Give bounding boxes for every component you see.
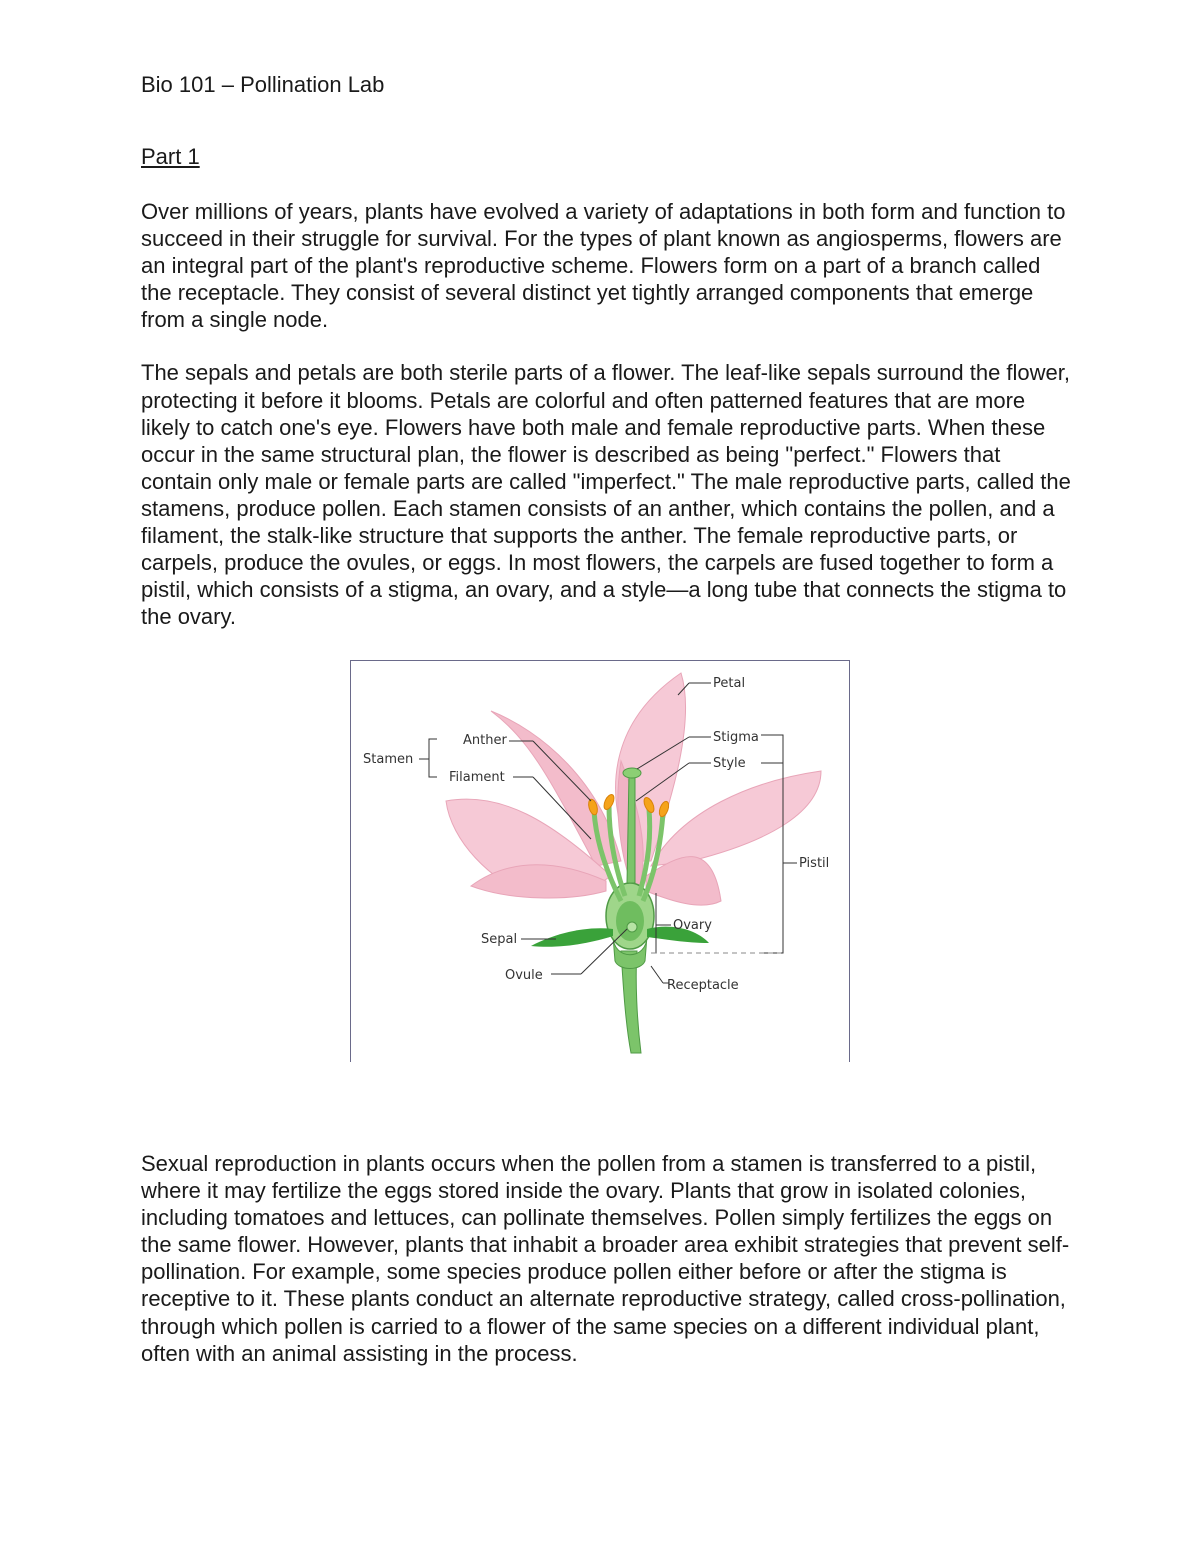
label-stigma: Stigma	[713, 730, 759, 745]
label-sepal: Sepal	[481, 932, 518, 947]
ovule-shape	[627, 922, 637, 932]
stigma-shape	[623, 768, 641, 778]
label-pistil: Pistil	[799, 856, 830, 871]
paragraph-intro: Over millions of years, plants have evolved a variety of adaptations in both form and function to succeed in their struggle for survival. For the types of plant known as angiosperms, flowers are an integral part of the plant's reproductive scheme. Flowers form on a part of a branch called the receptacle. They consist of several distinct yet tightly arranged components that emerge from a single node.	[141, 199, 1066, 333]
label-petal: Petal	[713, 676, 746, 691]
label-stamen: Stamen	[363, 752, 414, 767]
label-filament: Filament	[449, 770, 505, 785]
flower-diagram	[350, 660, 850, 1062]
paragraph-flower-parts: The sepals and petals are both sterile parts of a flower. The leaf-like sepals surround the flower, protecting it before it blooms. Petals are colorful and often patterned features that are more likely to catch one's eye. Flowers have both male and female reproductive parts. When these occur in the same structural plan, the flower is described as being "perfect." Flowers that contain only male or female parts are called "imperfect." The male reproductive parts, called the stamens, produce pollen. Each stamen consists of an anther, which contains the pollen, and a filament, the stalk-like structure that supports the anther. The female reproductive parts, or carpels, produce the ovules, or eggs. In most flowers, the carpels are fused together to form a pistil, which consists of a stigma, an ovary, and a style—a long tube that connects the stigma to the ovary.	[141, 360, 1071, 630]
label-style: Style	[713, 756, 746, 771]
document-page	[141, 70, 1071, 630]
section-heading: Part 1	[141, 144, 200, 169]
style-tube	[627, 773, 635, 883]
paragraph-pollination: Sexual reproduction in plants occurs when the pollen from a stamen is transferred to a pistil, where it may fertilize the eggs stored inside the ovary. Plants that grow in isolated colonies, including tomatoes and lettuces, can pollinate themselves. Pollen simply fertilizes the eggs on the same flower. However, plants that inhabit a broader area exhibit strategies that prevent self-pollination. For example, some species produce pollen either before or after the stigma is receptive to it. These plants conduct an alternate reproductive strategy, called cross-pollination, through which pollen is carried to a flower of the same species on a different individual plant, often with an animal assisting in the process.	[141, 1151, 1070, 1366]
label-ovule: Ovule	[505, 968, 543, 983]
label-ovary: Ovary	[673, 918, 712, 933]
flower-diagram-svg	[351, 661, 851, 1063]
sepal-left	[531, 928, 613, 946]
label-receptacle: Receptacle	[667, 978, 739, 993]
label-anther: Anther	[463, 733, 507, 748]
petal-right-large	[651, 771, 821, 866]
anther-2	[602, 793, 616, 811]
document-title: Bio 101 – Pollination Lab	[141, 72, 385, 97]
